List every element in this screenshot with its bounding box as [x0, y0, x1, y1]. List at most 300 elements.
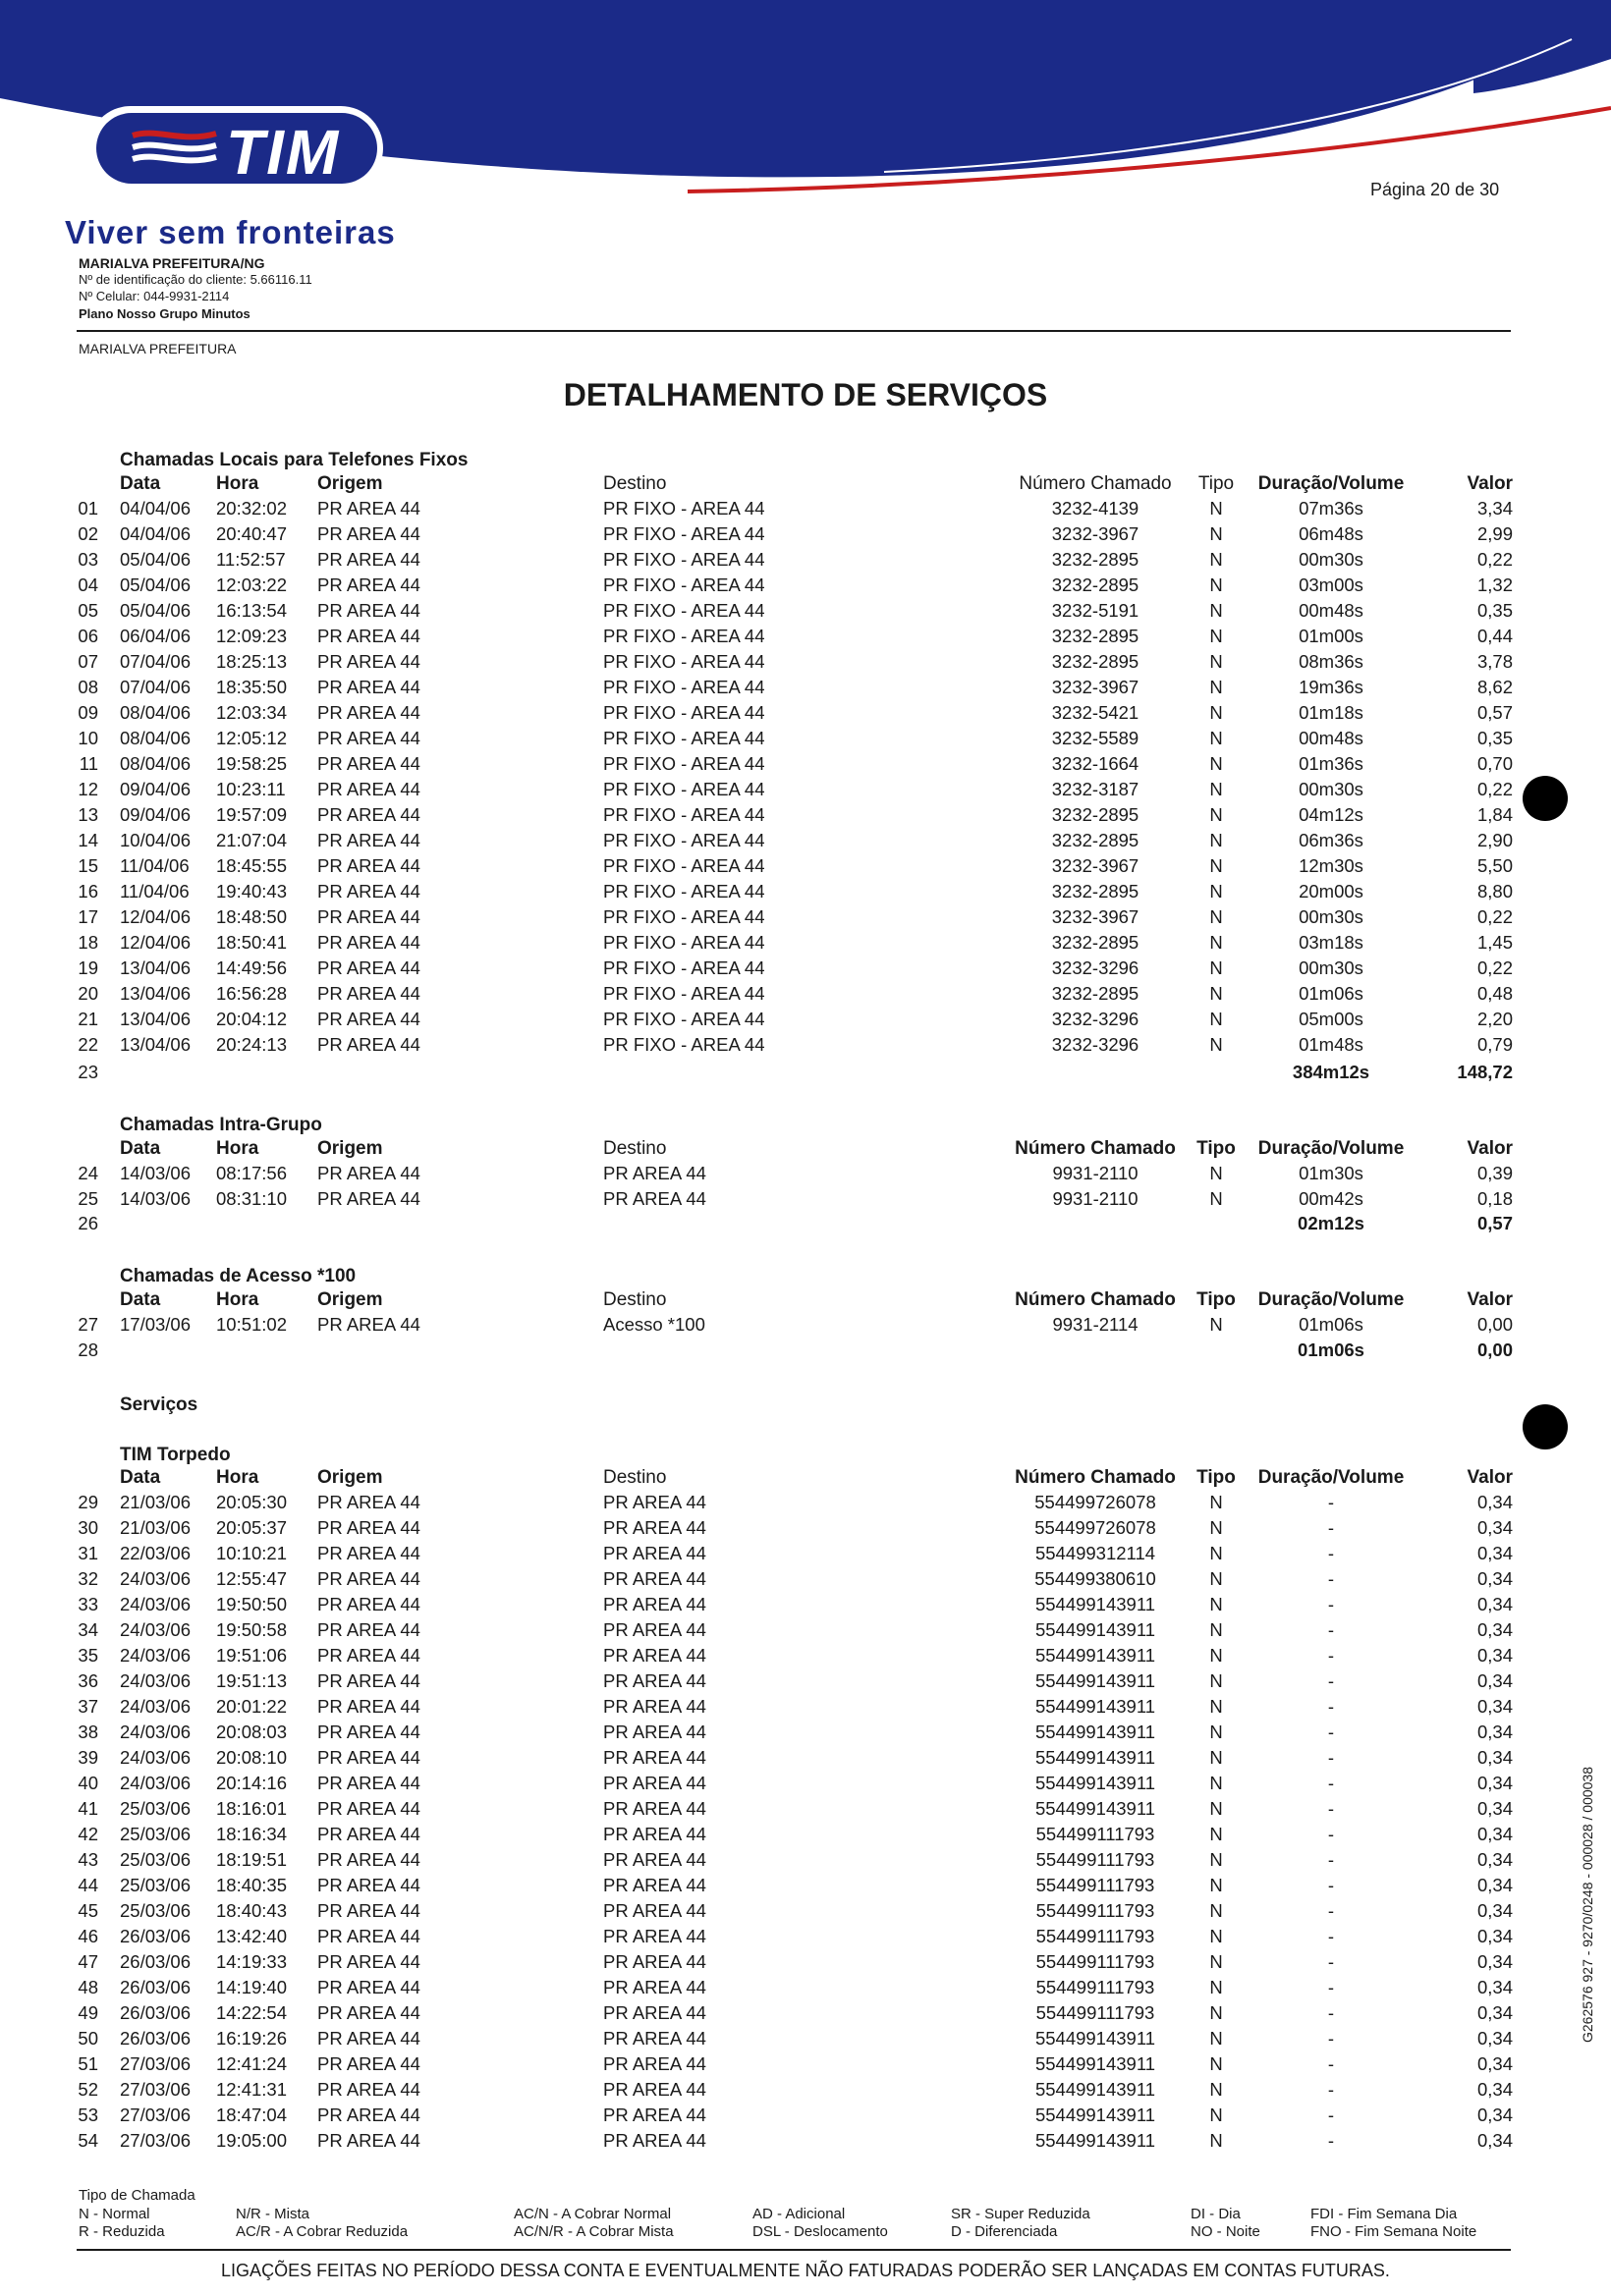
- row-origin: PR AREA 44: [317, 1951, 420, 1972]
- table-row: [0, 1771, 1611, 1796]
- row-number: 34: [78, 1619, 98, 1640]
- row-destination: PR AREA 44: [603, 1926, 706, 1946]
- row-destination: PR FIXO - AREA 44: [603, 523, 765, 544]
- row-origin: PR AREA 44: [317, 2130, 420, 2151]
- punch-hole: [1523, 1404, 1568, 1449]
- row-called-number: 3232-3967: [1051, 523, 1139, 544]
- row-type: N: [1209, 855, 1223, 876]
- row-time: 20:14:16: [216, 1773, 288, 1793]
- table-row: [0, 904, 1611, 930]
- row-date: 26/03/06: [120, 1977, 192, 1997]
- row-number: 37: [78, 1696, 98, 1717]
- row-date: 26/03/06: [120, 1926, 192, 1946]
- column-header: Data Hora Origem Destino Número Chamado Tipo Duração/Volume Valor: [120, 1467, 1513, 1488]
- row-destination: PR FIXO - AREA 44: [603, 804, 765, 825]
- row-time: 20:32:02: [216, 498, 288, 519]
- row-number: 17: [78, 906, 98, 927]
- row-date: 21/03/06: [120, 1517, 192, 1538]
- row-value: 0,34: [1476, 1747, 1513, 1768]
- row-origin: PR AREA 44: [317, 753, 420, 774]
- row-date: 27/03/06: [120, 2079, 192, 2100]
- table-row: [0, 1949, 1611, 1975]
- row-value: 0,34: [1476, 1492, 1513, 1512]
- row-type: N: [1209, 1543, 1223, 1563]
- row-date: 08/04/06: [120, 702, 192, 723]
- row-origin: PR AREA 44: [317, 1619, 420, 1640]
- row-destination: PR AREA 44: [603, 1900, 706, 1921]
- row-type: N: [1209, 574, 1223, 595]
- row-time: 12:41:24: [216, 2053, 288, 2074]
- row-destination: PR FIXO - AREA 44: [603, 626, 765, 646]
- row-duration: 01m30s: [1299, 1163, 1363, 1183]
- row-date: 25/03/06: [120, 1900, 192, 1921]
- row-called-number: 3232-3296: [1051, 1009, 1139, 1029]
- row-called-number: 554499111793: [1035, 1951, 1155, 1972]
- row-duration: 01m48s: [1299, 1034, 1363, 1055]
- row-value: 0,34: [1476, 2130, 1513, 2151]
- row-origin: PR AREA 44: [317, 1849, 420, 1870]
- row-duration: -: [1327, 1773, 1335, 1793]
- row-number: 29: [78, 1492, 98, 1512]
- row-value: 0,18: [1476, 1188, 1513, 1209]
- row-value: 0,22: [1476, 549, 1513, 570]
- row-destination: PR FIXO - AREA 44: [603, 932, 765, 953]
- row-time: 19:40:43: [216, 881, 288, 902]
- row-destination: PR AREA 44: [603, 2053, 706, 2074]
- table-row: [0, 751, 1611, 777]
- row-type: N: [1209, 2053, 1223, 2074]
- row-duration: 01m18s: [1299, 702, 1363, 723]
- row-value: 0,70: [1476, 753, 1513, 774]
- row-value: 0,34: [1476, 1619, 1513, 1640]
- row-date: 27/03/06: [120, 2130, 192, 2151]
- row-called-number: 554499111793: [1035, 1900, 1155, 1921]
- row-type: N: [1209, 1900, 1223, 1921]
- row-date: 24/03/06: [120, 1594, 192, 1614]
- row-type: N: [1209, 2079, 1223, 2100]
- row-origin: PR AREA 44: [317, 1517, 420, 1538]
- client-id: Nº de identificação do cliente: 5.66116.11: [79, 272, 312, 287]
- total-row-locais: 23 384m12s 148,72: [78, 1062, 1513, 1082]
- row-value: 5,50: [1476, 855, 1513, 876]
- row-number: 32: [78, 1568, 98, 1589]
- row-time: 12:03:34: [216, 702, 288, 723]
- row-value: 0,34: [1476, 2028, 1513, 2049]
- row-called-number: 3232-5421: [1051, 702, 1139, 723]
- row-origin: PR AREA 44: [317, 498, 420, 519]
- row-called-number: 554499143911: [1034, 2130, 1156, 2151]
- table-row: [0, 777, 1611, 802]
- row-type: N: [1209, 1824, 1223, 1844]
- row-time: 10:23:11: [216, 779, 286, 799]
- row-time: 18:19:51: [216, 1849, 288, 1870]
- row-date: 26/03/06: [120, 2002, 192, 2023]
- row-origin: PR AREA 44: [317, 1188, 420, 1209]
- row-type: N: [1209, 1696, 1223, 1717]
- section-title-locais: Chamadas Locais para Telefones Fixos: [120, 450, 469, 470]
- row-number: 11: [79, 753, 98, 774]
- row-destination: PR AREA 44: [603, 1824, 706, 1844]
- table-row: [0, 1720, 1611, 1745]
- row-destination: PR AREA 44: [603, 1875, 706, 1895]
- row-number: 01: [78, 498, 98, 519]
- row-time: 16:56:28: [216, 983, 288, 1004]
- table-row: [0, 879, 1611, 904]
- row-destination: PR FIXO - AREA 44: [603, 881, 765, 902]
- row-date: 08/04/06: [120, 728, 192, 748]
- row-type: N: [1209, 626, 1223, 646]
- row-date: 27/03/06: [120, 2053, 192, 2074]
- table-row: [0, 675, 1611, 700]
- row-type: N: [1209, 1492, 1223, 1512]
- row-value: 0,57: [1476, 702, 1513, 723]
- row-date: 12/04/06: [120, 932, 192, 953]
- row-number: 30: [78, 1517, 98, 1538]
- row-value: 0,34: [1476, 1568, 1513, 1589]
- row-called-number: 554499143911: [1034, 2028, 1156, 2049]
- table-row: [0, 700, 1611, 726]
- row-value: 0,34: [1476, 1900, 1513, 1921]
- legend-item: NO - Noite: [1191, 2223, 1260, 2240]
- row-called-number: 3232-5589: [1051, 728, 1139, 748]
- row-date: 05/04/06: [120, 574, 192, 595]
- row-number: 27: [78, 1314, 98, 1335]
- row-number: 33: [78, 1594, 98, 1614]
- row-destination: PR FIXO - AREA 44: [603, 702, 765, 723]
- row-time: 18:16:34: [216, 1824, 288, 1844]
- column-header: Data Hora Origem Destino Número Chamado Tipo Duração/Volume Valor: [120, 1289, 1513, 1310]
- row-value: 0,34: [1476, 1696, 1513, 1717]
- row-destination: PR AREA 44: [603, 1849, 706, 1870]
- row-duration: 00m30s: [1299, 549, 1363, 570]
- row-date: 24/03/06: [120, 1568, 192, 1589]
- row-time: 12:55:47: [216, 1568, 288, 1589]
- row-value: 0,00: [1476, 1314, 1513, 1335]
- table-row: [0, 2000, 1611, 2026]
- row-date: 25/03/06: [120, 1875, 192, 1895]
- row-destination: PR FIXO - AREA 44: [603, 651, 765, 672]
- row-type: N: [1209, 932, 1223, 953]
- section-title-intra: Chamadas Intra-Grupo: [120, 1115, 322, 1135]
- client-name: MARIALVA PREFEITURA/NG: [79, 255, 265, 271]
- row-time: 12:09:23: [216, 626, 288, 646]
- row-number: 49: [78, 2002, 98, 2023]
- row-destination: PR AREA 44: [603, 1492, 706, 1512]
- row-time: 14:22:54: [216, 2002, 288, 2023]
- row-destination: PR FIXO - AREA 44: [603, 1009, 765, 1029]
- row-type: N: [1209, 1670, 1223, 1691]
- table-row: [0, 1873, 1611, 1898]
- row-number: 07: [78, 651, 98, 672]
- row-called-number: 554499143911: [1034, 1747, 1156, 1768]
- row-origin: PR AREA 44: [317, 804, 420, 825]
- row-duration: 00m48s: [1299, 600, 1363, 621]
- table-row: [0, 573, 1611, 598]
- row-date: 27/03/06: [120, 2105, 192, 2125]
- row-origin: PR AREA 44: [317, 1594, 420, 1614]
- row-time: 20:08:03: [216, 1722, 288, 1742]
- table-row: [0, 1566, 1611, 1592]
- footer-divider: [77, 2249, 1511, 2251]
- punch-hole: [1523, 776, 1568, 821]
- row-date: 11/04/06: [120, 881, 190, 902]
- row-time: 18:50:41: [216, 932, 288, 953]
- row-called-number: 554499111793: [1035, 1977, 1155, 1997]
- row-type: N: [1209, 677, 1223, 697]
- row-number: 43: [78, 1849, 98, 1870]
- row-destination: PR AREA 44: [603, 1645, 706, 1666]
- row-duration: 12m30s: [1299, 855, 1363, 876]
- row-number: 15: [78, 855, 98, 876]
- row-time: 18:47:04: [216, 2105, 288, 2125]
- legend-item: FDI - Fim Semana Dia: [1310, 2206, 1458, 2222]
- row-destination: PR FIXO - AREA 44: [603, 906, 765, 927]
- row-time: 10:51:02: [216, 1314, 288, 1335]
- row-called-number: 3232-2895: [1051, 881, 1139, 902]
- row-date: 25/03/06: [120, 1824, 192, 1844]
- row-duration: 20m00s: [1299, 881, 1363, 902]
- row-number: 04: [78, 574, 98, 595]
- row-origin: PR AREA 44: [317, 2079, 420, 2100]
- legend-item: AC/N/R - A Cobrar Mista: [514, 2223, 674, 2240]
- table-row: [0, 521, 1611, 547]
- row-time: 20:04:12: [216, 1009, 288, 1029]
- row-value: 1,45: [1476, 932, 1513, 953]
- row-duration: 00m30s: [1299, 779, 1363, 799]
- row-time: 14:19:40: [216, 1977, 288, 1997]
- row-destination: PR FIXO - AREA 44: [603, 957, 765, 978]
- column-header: Data Hora Origem Destino Número Chamado Tipo Duração/Volume Valor: [120, 473, 1513, 494]
- row-type: N: [1209, 830, 1223, 850]
- legend-item: N/R - Mista: [236, 2206, 309, 2222]
- row-duration: -: [1327, 1951, 1335, 1972]
- row-number: 46: [78, 1926, 98, 1946]
- row-type: N: [1209, 2028, 1223, 2049]
- row-type: N: [1209, 1314, 1223, 1335]
- table-row: [0, 1541, 1611, 1566]
- row-destination: PR AREA 44: [603, 1619, 706, 1640]
- row-duration: -: [1327, 1722, 1335, 1742]
- table-row: [0, 1312, 1611, 1338]
- row-destination: PR AREA 44: [603, 1517, 706, 1538]
- legend-item: N - Normal: [79, 2206, 150, 2222]
- header-divider: [77, 330, 1511, 332]
- row-origin: PR AREA 44: [317, 2028, 420, 2049]
- row-date: 13/04/06: [120, 957, 192, 978]
- brand-name: TIM: [226, 117, 341, 188]
- row-duration: -: [1327, 1747, 1335, 1768]
- row-origin: PR AREA 44: [317, 1900, 420, 1921]
- row-value: 3,34: [1476, 498, 1513, 519]
- row-type: N: [1209, 2002, 1223, 2023]
- section-title-torpedo: TIM Torpedo: [120, 1445, 231, 1465]
- row-duration: -: [1327, 2105, 1335, 2125]
- row-called-number: 554499143911: [1034, 2079, 1156, 2100]
- page-title: DETALHAMENTO DE SERVIÇOS: [563, 377, 1048, 412]
- row-origin: PR AREA 44: [317, 574, 420, 595]
- row-time: 20:05:30: [216, 1492, 288, 1512]
- row-type: N: [1209, 1568, 1223, 1589]
- row-date: 24/03/06: [120, 1670, 192, 1691]
- row-time: 18:40:43: [216, 1900, 288, 1921]
- table-row: [0, 1592, 1611, 1617]
- row-destination: PR FIXO - AREA 44: [603, 753, 765, 774]
- row-number: 40: [78, 1773, 98, 1793]
- legend-item: AD - Adicional: [752, 2206, 846, 2222]
- row-time: 12:03:22: [216, 574, 288, 595]
- row-date: 08/04/06: [120, 753, 192, 774]
- row-duration: -: [1327, 1824, 1335, 1844]
- row-time: 20:01:22: [216, 1696, 288, 1717]
- table-row: [0, 828, 1611, 853]
- row-type: N: [1209, 1875, 1223, 1895]
- row-origin: PR AREA 44: [317, 1645, 420, 1666]
- row-time: 21:07:04: [216, 830, 288, 850]
- row-duration: -: [1327, 2079, 1335, 2100]
- table-row: [0, 1490, 1611, 1515]
- row-number: 05: [78, 600, 98, 621]
- row-duration: -: [1327, 1977, 1335, 1997]
- row-type: N: [1209, 983, 1223, 1004]
- row-destination: PR AREA 44: [603, 1163, 706, 1183]
- row-called-number: 9931-2114: [1052, 1314, 1139, 1335]
- table-row: [0, 1898, 1611, 1924]
- row-called-number: 3232-2895: [1051, 651, 1139, 672]
- row-number: 06: [78, 626, 98, 646]
- row-number: 38: [78, 1722, 98, 1742]
- row-called-number: 3232-3967: [1051, 855, 1139, 876]
- row-value: 0,34: [1476, 1594, 1513, 1614]
- row-called-number: 3232-2895: [1051, 574, 1139, 595]
- row-called-number: 554499143911: [1034, 1773, 1156, 1793]
- row-type: N: [1209, 1188, 1223, 1209]
- row-duration: 01m06s: [1299, 1314, 1363, 1335]
- row-number: 50: [78, 2028, 98, 2049]
- row-called-number: 554499726078: [1034, 1517, 1156, 1538]
- row-origin: PR AREA 44: [317, 1314, 420, 1335]
- row-number: 52: [78, 2079, 98, 2100]
- row-number: 44: [78, 1875, 98, 1895]
- row-destination: PR AREA 44: [603, 2002, 706, 2023]
- side-code: G262576 927 - 9270/0248 - 000028 / 000038: [1580, 1766, 1595, 2043]
- table-row: [0, 1796, 1611, 1822]
- row-destination: PR AREA 44: [603, 2105, 706, 2125]
- row-number: 20: [78, 983, 98, 1004]
- row-destination: PR AREA 44: [603, 1722, 706, 1742]
- row-time: 16:19:26: [216, 2028, 288, 2049]
- row-type: N: [1209, 1163, 1223, 1183]
- row-duration: -: [1327, 1543, 1335, 1563]
- row-duration: 00m42s: [1299, 1188, 1363, 1209]
- account-name: MARIALVA PREFEITURA: [79, 341, 237, 356]
- row-type: N: [1209, 804, 1223, 825]
- column-header: Data Hora Origem Destino Número Chamado Tipo Duração/Volume Valor: [120, 1138, 1513, 1159]
- row-date: 24/03/06: [120, 1773, 192, 1793]
- row-called-number: 554499111793: [1035, 1849, 1155, 1870]
- row-called-number: 554499143911: [1034, 2053, 1156, 2074]
- row-date: 11/04/06: [120, 855, 190, 876]
- section-title-acesso: Chamadas de Acesso *100: [120, 1266, 357, 1286]
- row-type: N: [1209, 2130, 1223, 2151]
- row-duration: -: [1327, 1900, 1335, 1921]
- row-duration: -: [1327, 1619, 1335, 1640]
- row-value: 2,90: [1476, 830, 1513, 850]
- table-row: [0, 1847, 1611, 1873]
- table-row: [0, 2103, 1611, 2128]
- table-row: [0, 802, 1611, 828]
- table-row: [0, 1643, 1611, 1668]
- row-destination: PR FIXO - AREA 44: [603, 779, 765, 799]
- row-time: 18:35:50: [216, 677, 288, 697]
- row-destination: PR FIXO - AREA 44: [603, 574, 765, 595]
- row-date: 14/03/06: [120, 1188, 192, 1209]
- row-number: 24: [78, 1163, 98, 1183]
- row-called-number: 554499143911: [1034, 1798, 1156, 1819]
- row-time: 20:24:13: [216, 1034, 288, 1055]
- row-destination: PR AREA 44: [603, 1951, 706, 1972]
- row-called-number: 3232-2895: [1051, 830, 1139, 850]
- table-row: [0, 624, 1611, 649]
- row-called-number: 9931-2110: [1052, 1163, 1139, 1183]
- row-value: 0,34: [1476, 1824, 1513, 1844]
- row-origin: PR AREA 44: [317, 1747, 420, 1768]
- table-row: [0, 1617, 1611, 1643]
- row-duration: 03m00s: [1299, 574, 1363, 595]
- row-duration: -: [1327, 1849, 1335, 1870]
- total-row-intra: 26 02m12s 0,57: [78, 1213, 1513, 1233]
- row-time: 20:08:10: [216, 1747, 288, 1768]
- row-value: 3,78: [1476, 651, 1513, 672]
- row-duration: -: [1327, 2053, 1335, 2074]
- row-duration: 01m06s: [1299, 983, 1363, 1004]
- row-value: 0,34: [1476, 1875, 1513, 1895]
- row-destination: PR FIXO - AREA 44: [603, 677, 765, 697]
- legend-item: SR - Super Reduzida: [951, 2206, 1090, 2222]
- row-number: 31: [78, 1543, 98, 1563]
- row-number: 39: [78, 1747, 98, 1768]
- total-row-acesso: 28 01m06s 0,00: [78, 1339, 1513, 1360]
- row-destination: PR AREA 44: [603, 1977, 706, 1997]
- row-origin: PR AREA 44: [317, 1034, 420, 1055]
- row-called-number: 554499143911: [1034, 1722, 1156, 1742]
- row-duration: -: [1327, 2002, 1335, 2023]
- row-origin: PR AREA 44: [317, 932, 420, 953]
- row-time: 19:58:25: [216, 753, 288, 774]
- row-date: 24/03/06: [120, 1722, 192, 1742]
- row-duration: 00m30s: [1299, 906, 1363, 927]
- row-destination: PR AREA 44: [603, 2130, 706, 2151]
- row-number: 48: [78, 1977, 98, 1997]
- table-row: [0, 496, 1611, 521]
- row-date: 26/03/06: [120, 2028, 192, 2049]
- row-duration: -: [1327, 1517, 1335, 1538]
- row-date: 09/04/06: [120, 804, 192, 825]
- table-row: [0, 1822, 1611, 1847]
- row-value: 0,34: [1476, 1645, 1513, 1666]
- row-duration: 00m48s: [1299, 728, 1363, 748]
- row-duration: -: [1327, 1568, 1335, 1589]
- row-number: 35: [78, 1645, 98, 1666]
- row-origin: PR AREA 44: [317, 2053, 420, 2074]
- legend-item: FNO - Fim Semana Noite: [1310, 2223, 1477, 2240]
- row-type: N: [1209, 549, 1223, 570]
- row-type: N: [1209, 498, 1223, 519]
- row-called-number: 3232-2895: [1051, 549, 1139, 570]
- row-value: 0,22: [1476, 906, 1513, 927]
- row-time: 19:50:58: [216, 1619, 288, 1640]
- row-type: N: [1209, 881, 1223, 902]
- row-value: 0,34: [1476, 2002, 1513, 2023]
